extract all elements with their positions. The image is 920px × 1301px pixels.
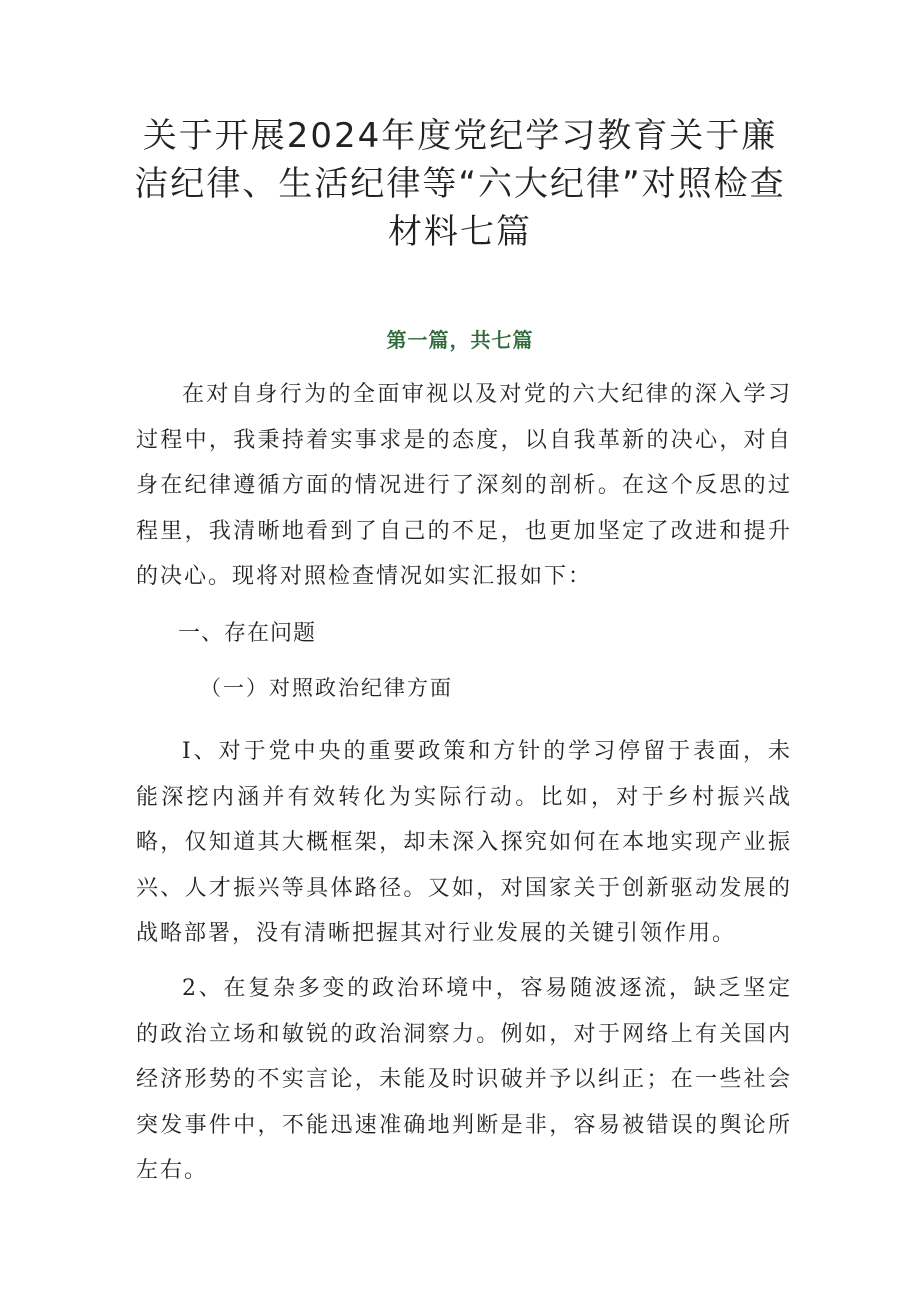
document-title: 关于开展2024年度党纪学习教育关于廉洁纪律、生活纪律等“六大纪律”对照检查材料七篇 [134, 116, 786, 252]
problem-item-2: 2、在复杂多变的政治环境中，容易随波逐流，缺乏坚定的政治立场和敏锐的政治洞察力。例如，对于网络上有关国内经济形势的不实言论，未能及时识破并予以纠正；在一些社会突发事件中，不能迅速准确地判断是非，容易被错误的舆论所左右。 [136, 976, 792, 1183]
problem-item-1: I、对于党中央的重要政策和方针的学习停留于表面，未能深挖内涵并有效转化为实际行动。比如，对于乡村振兴战略，仅知道其大概框架，却未深入探究如何在本地实现产业振兴、人才振兴等具体路径。又如，对国家关于创新驱动发展的战略部署，没有清晰把握其对行业发展的关键引领作用。 [136, 739, 792, 946]
heading-political-discipline: （一）对照政治纪律方面 [200, 676, 453, 700]
heading-existing-problems: 一、存在问题 [178, 621, 317, 646]
section-heading: 第一篇，共七篇 [386, 328, 534, 352]
intro-paragraph: 在对自身行为的全面审视以及对党的六大纪律的深入学习过程中，我秉持着实事求是的态度，以自我革新的决心，对自身在纪律遵循方面的情况进行了深刻的剖析。在这个反思的过程里，我清晰地看到了自己的不足，也更加坚定了改进和提升的决心。现将对照检查情况如实汇报如下： [136, 382, 792, 589]
